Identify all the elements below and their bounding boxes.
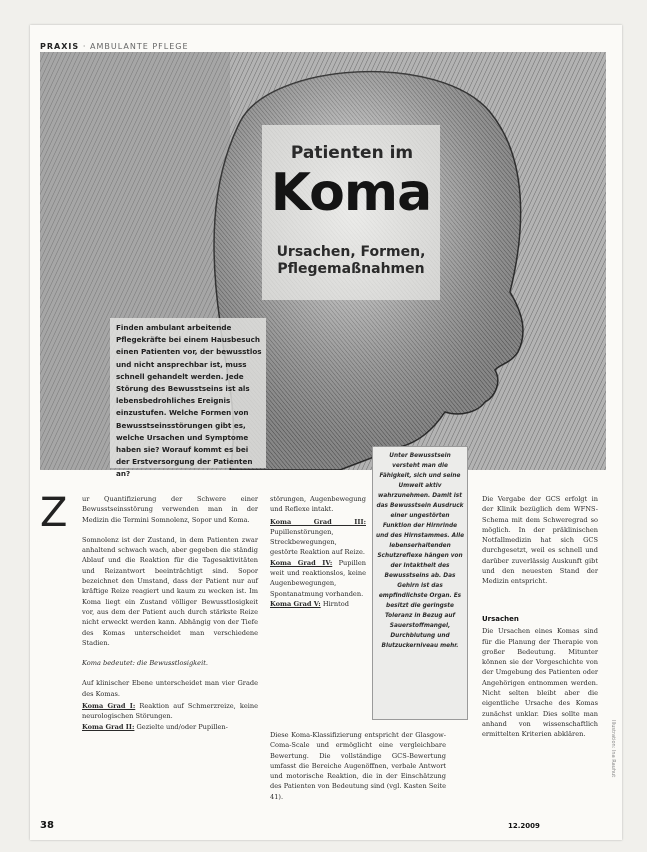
paragraph: Auf klinischer Ebene unterscheidet man vier Grade des Komas. [82,679,258,698]
image-credit: Illustration: Ina Rauhut [610,720,616,778]
grade-text: Reaktion auf Schmerzreize, keine neurologischen Störungen. [82,702,258,721]
definition-callout: Unter Bewusstsein versteht man die Fähigkeit, sich und seine Umwelt aktiv wahrzunehmen. Damit ist das Bewusstsein Ausdruck einer ungestörten Funktion der Hirnrinde und des Hirnstammes. Alle lebenserhaltenden Schutzreflexe hängen von der Intaktheit des Bewusstseins ab. Das Gehirn ist das empfindlichste Organ. Es besitzt die geringste Toleranz in Bezug auf Sauerstoffmangel, Durchblutung und Blutzuckerniveau mehr. [372,446,468,720]
paragraph: Somnolenz ist der Zustand, in dem Patienten zwar anhaltend schwach wach, aber gegeben die ständig Ablauf und die Reaktion für die Tagesaktivitäten und Reizantwort beeinträchtigt sind. Sopor bezeichnet den Umstand, dass der Patient nur auf kräftige Reize reagiert und kaum zu wecken ist. Im Koma liegt ein Zustand völliger Bewusstlosigkeit vor, aus dem der Patient auch durch stärkste Reize nicht erweckt werden kann. Abhängig von der Tiefe des Komas unterscheidet man verschiedene Stadien. [82,535,258,647]
subtitle-line-2: Pflegemaßnahmen [277,261,425,277]
paragraph: Koma bedeutet: die Bewusstlosigkeit. [82,659,208,668]
column-3-lower [482,614,598,750]
grade-label: Koma Grad III: [270,517,366,526]
section-label: PRAXIS · AMBULANTE PFLEGE [40,42,189,51]
subsection-name: AMBULANTE PFLEGE [90,42,189,51]
paragraph: ur Quantifizierung der Schwere einer Bewusstseinsstörung verwenden man in der Medizin die Termini Somnolenz, Sopor und Koma. [82,495,258,524]
grade-label: Koma Grad II: [82,722,135,731]
page-title: Koma [270,163,432,223]
grade-text: Hirntod [322,599,349,608]
page-number: 38 [40,820,54,831]
grade-text: Pupillenstörungen, Streckbewegungen, gestörte Reaktion auf Reize. [270,527,365,557]
grade-label: Koma Grad I: [82,702,136,711]
paragraph: störungen, Augenbewegung und Reflexe intakt. [270,495,366,514]
paragraph: Die Ursachen eines Komas sind für die Planung der Therapie von großer Bedeutung. Mitunter können sie der Vorgeschichte von der Umgebung des Patienten oder Angehörigen entnommen werden. Nicht selten bleibt aber die eigentliche Ursache des Komas zunächst unklar. Dies sollte man anhand von wissenschaftlich ermittelten Kriterien abklären. [482,627,598,739]
issue-info [508,822,540,830]
column-2-lower [270,730,446,812]
grade-5 [270,599,366,609]
column-3 [482,494,598,597]
column-1 [82,494,258,732]
grade-text: Gezielte und/oder Pupillen- [136,722,228,731]
grade-3 [270,517,366,558]
paragraph: Die Vergabe der GCS erfolgt in der Klinik bezüglich dem WFNS-Schema mit dem Schweregrad so möglich. In der präklinischen Notfallmedizin hat sich GCS durchgesetzt, weil es schnell und darüber zuverlässig Auskunft gibt und den neuesten Stand der Medizin entspricht. [482,495,598,586]
grade-4 [270,558,366,599]
column-2 [270,494,366,609]
issue-number: 12.2009 [508,822,540,830]
title-subtitle [262,244,440,278]
grade-text: Pupillen weit und reaktionslos, keine Augenbewegungen, Spontanatmung vorhanden. [270,558,366,598]
drop-cap: Z [40,490,68,536]
section-name: PRAXIS [40,42,80,51]
title-prefix: Patienten im [290,143,414,163]
grade-label: Koma Grad V: [270,599,321,608]
grade-2 [82,722,258,732]
subtitle-line-1: Ursachen, Formen, [276,244,426,260]
section-heading: Ursachen [482,615,519,623]
grade-1 [82,701,258,722]
intro-text: Finden ambulant arbeitende Pflegekräfte bei einem Hausbesuch einen Patienten vor, der bewusstlos und nicht ansprechbar ist, muss schnell gehandelt werden. Jede Störung des Bewusstseins ist als lebensbedrohliches Ereignis einzustufen. Welche Formen von Bewusstseinsstörungen gibt es, welche Ursachen und Symptome haben sie? Worauf kommt es bei der Erstversorgung der Patienten an? [116,323,262,479]
paragraph: Diese Koma-Klassifizierung entspricht der Glasgow-Coma-Scale und ermöglicht eine vergleichbare Bewertung. Die vollständige GCS-Bewertung umfasst die Bereiche Augenöffnen, verbale Antwort und motorische Reaktion, die in der Einschätzung des Patienten von Bedeutung sind (vgl. Kasten Seite 41). [270,731,446,801]
grade-label: Koma Grad IV: [270,558,333,567]
